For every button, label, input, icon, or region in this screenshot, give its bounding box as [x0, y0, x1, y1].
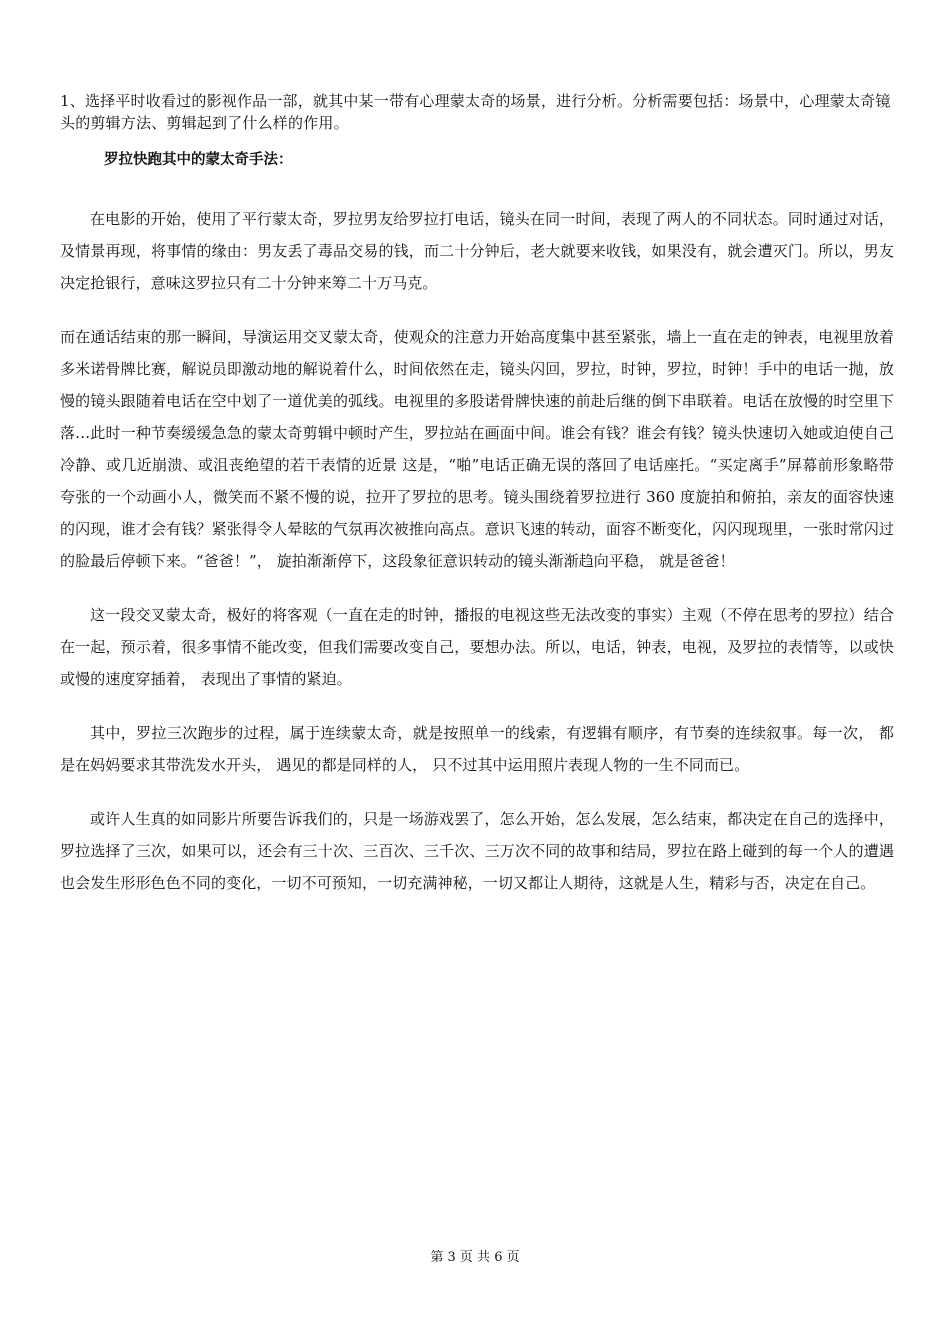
page-footer: 第 3 页 共 6 页 — [430, 1250, 520, 1265]
paragraph-2: 而在通话结束的那一瞬间，导演运用交叉蒙太奇，使观众的注意力开始高度集中甚至紧张，墙上一直在走的钟表，电视里放着多米诺骨牌比赛，解说员即激动地的解说着什么，时间依然在走，镜头闪回，罗拉，时钟，罗拉，时钟！手中的电话一抛，放慢的镜头跟随着电话在空中划了一道优美的弧线。电视里的多股诺骨牌快速的前赴后继的倒下串联着。电话在放慢的时空里下落…此时一种节奏缓缓急急的蒙太奇剪辑中顿时产生，罗拉站在画面中间。谁会有钱？谁会有钱？镜头快速切入她或迫使自己冷静、或几近崩溃、或沮丧绝望的若干表情的近景 这是，“啪”电话正确无误的落回了电话座托。“买定离手”屏幕前形象略带夸张的一个动画小人，微笑而不紧不慢的说，拉开了罗拉的思考。镜头围绕着罗拉进行 360 度旋拍和俯拍，亲友的面容快速的闪现，谁才会有钱？紧张得令人晕眩的气氛再次被推向高点。意识飞速的转动，面容不断变化，闪闪现现里，一张时常闪过的脸最后停顿下来。“爸爸！”， 旋拍渐渐停下，这段象征意识转动的镜头渐渐趋向平稳， 就是爸爸！ — [60, 328, 894, 570]
paragraph-3: 这一段交叉蒙太奇，极好的将客观（一直在走的时钟，播报的电视这些无法改变的事实）主观（不停在思考的罗拉）结合在一起，预示着，很多事情不能改变，但我们需要改变自己，要想办法。所以，电话，钟表，电视，及罗拉的表情等，以或快或慢的速度穿插着， 表现出了事情的紧迫。 — [60, 606, 894, 688]
question-text: 1、选择平时收看过的影视作品一部，就其中某一带有心理蒙太奇的场景，进行分析。分析需要包括：场景中，心理蒙太奇镜头的剪辑方法、剪辑起到了什么样的作用。 — [60, 92, 891, 132]
paragraph-5: 或许人生真的如同影片所要告诉我们的，只是一场游戏罢了，怎么开始，怎么发展，怎么结束，都决定在自己的选择中，罗拉选择了三次，如果可以，还会有三十次、三百次、三千次、三万次不同的故事和结局，罗拉在路上碰到的每一个人的遭遇也会发生形形色色不同的变化，一切不可预知，一切充满神秘，一切又都让人期待，这就是人生，精彩与否，决定在自己。 — [60, 810, 894, 892]
paragraph-4: 其中，罗拉三次跑步的过程，属于连续蒙太奇，就是按照单一的线索，有逻辑有顺序，有节奏的连续叙事。每一次， 都是在妈妈要求其带洗发水开头， 遇见的都是同样的人， 只不过其中运用照片表现人物的一生不同而已。 — [60, 724, 894, 774]
section-heading: 罗拉快跑其中的蒙太奇手法： — [104, 152, 293, 168]
document-page — [60, 90, 894, 921]
paragraph-1: 在电影的开始，使用了平行蒙太奇，罗拉男友给罗拉打电话，镜头在同一时间，表现了两人的不同状态。同时通过对话，及情景再现，将事情的缘由：男友丢了毒品交易的钱，而二十分钟后，老大就要来收钱，如果没有，就会遭灭门。所以，男友决定抢银行，意味这罗拉只有二十分钟来筹二十万马克。 — [60, 210, 894, 292]
